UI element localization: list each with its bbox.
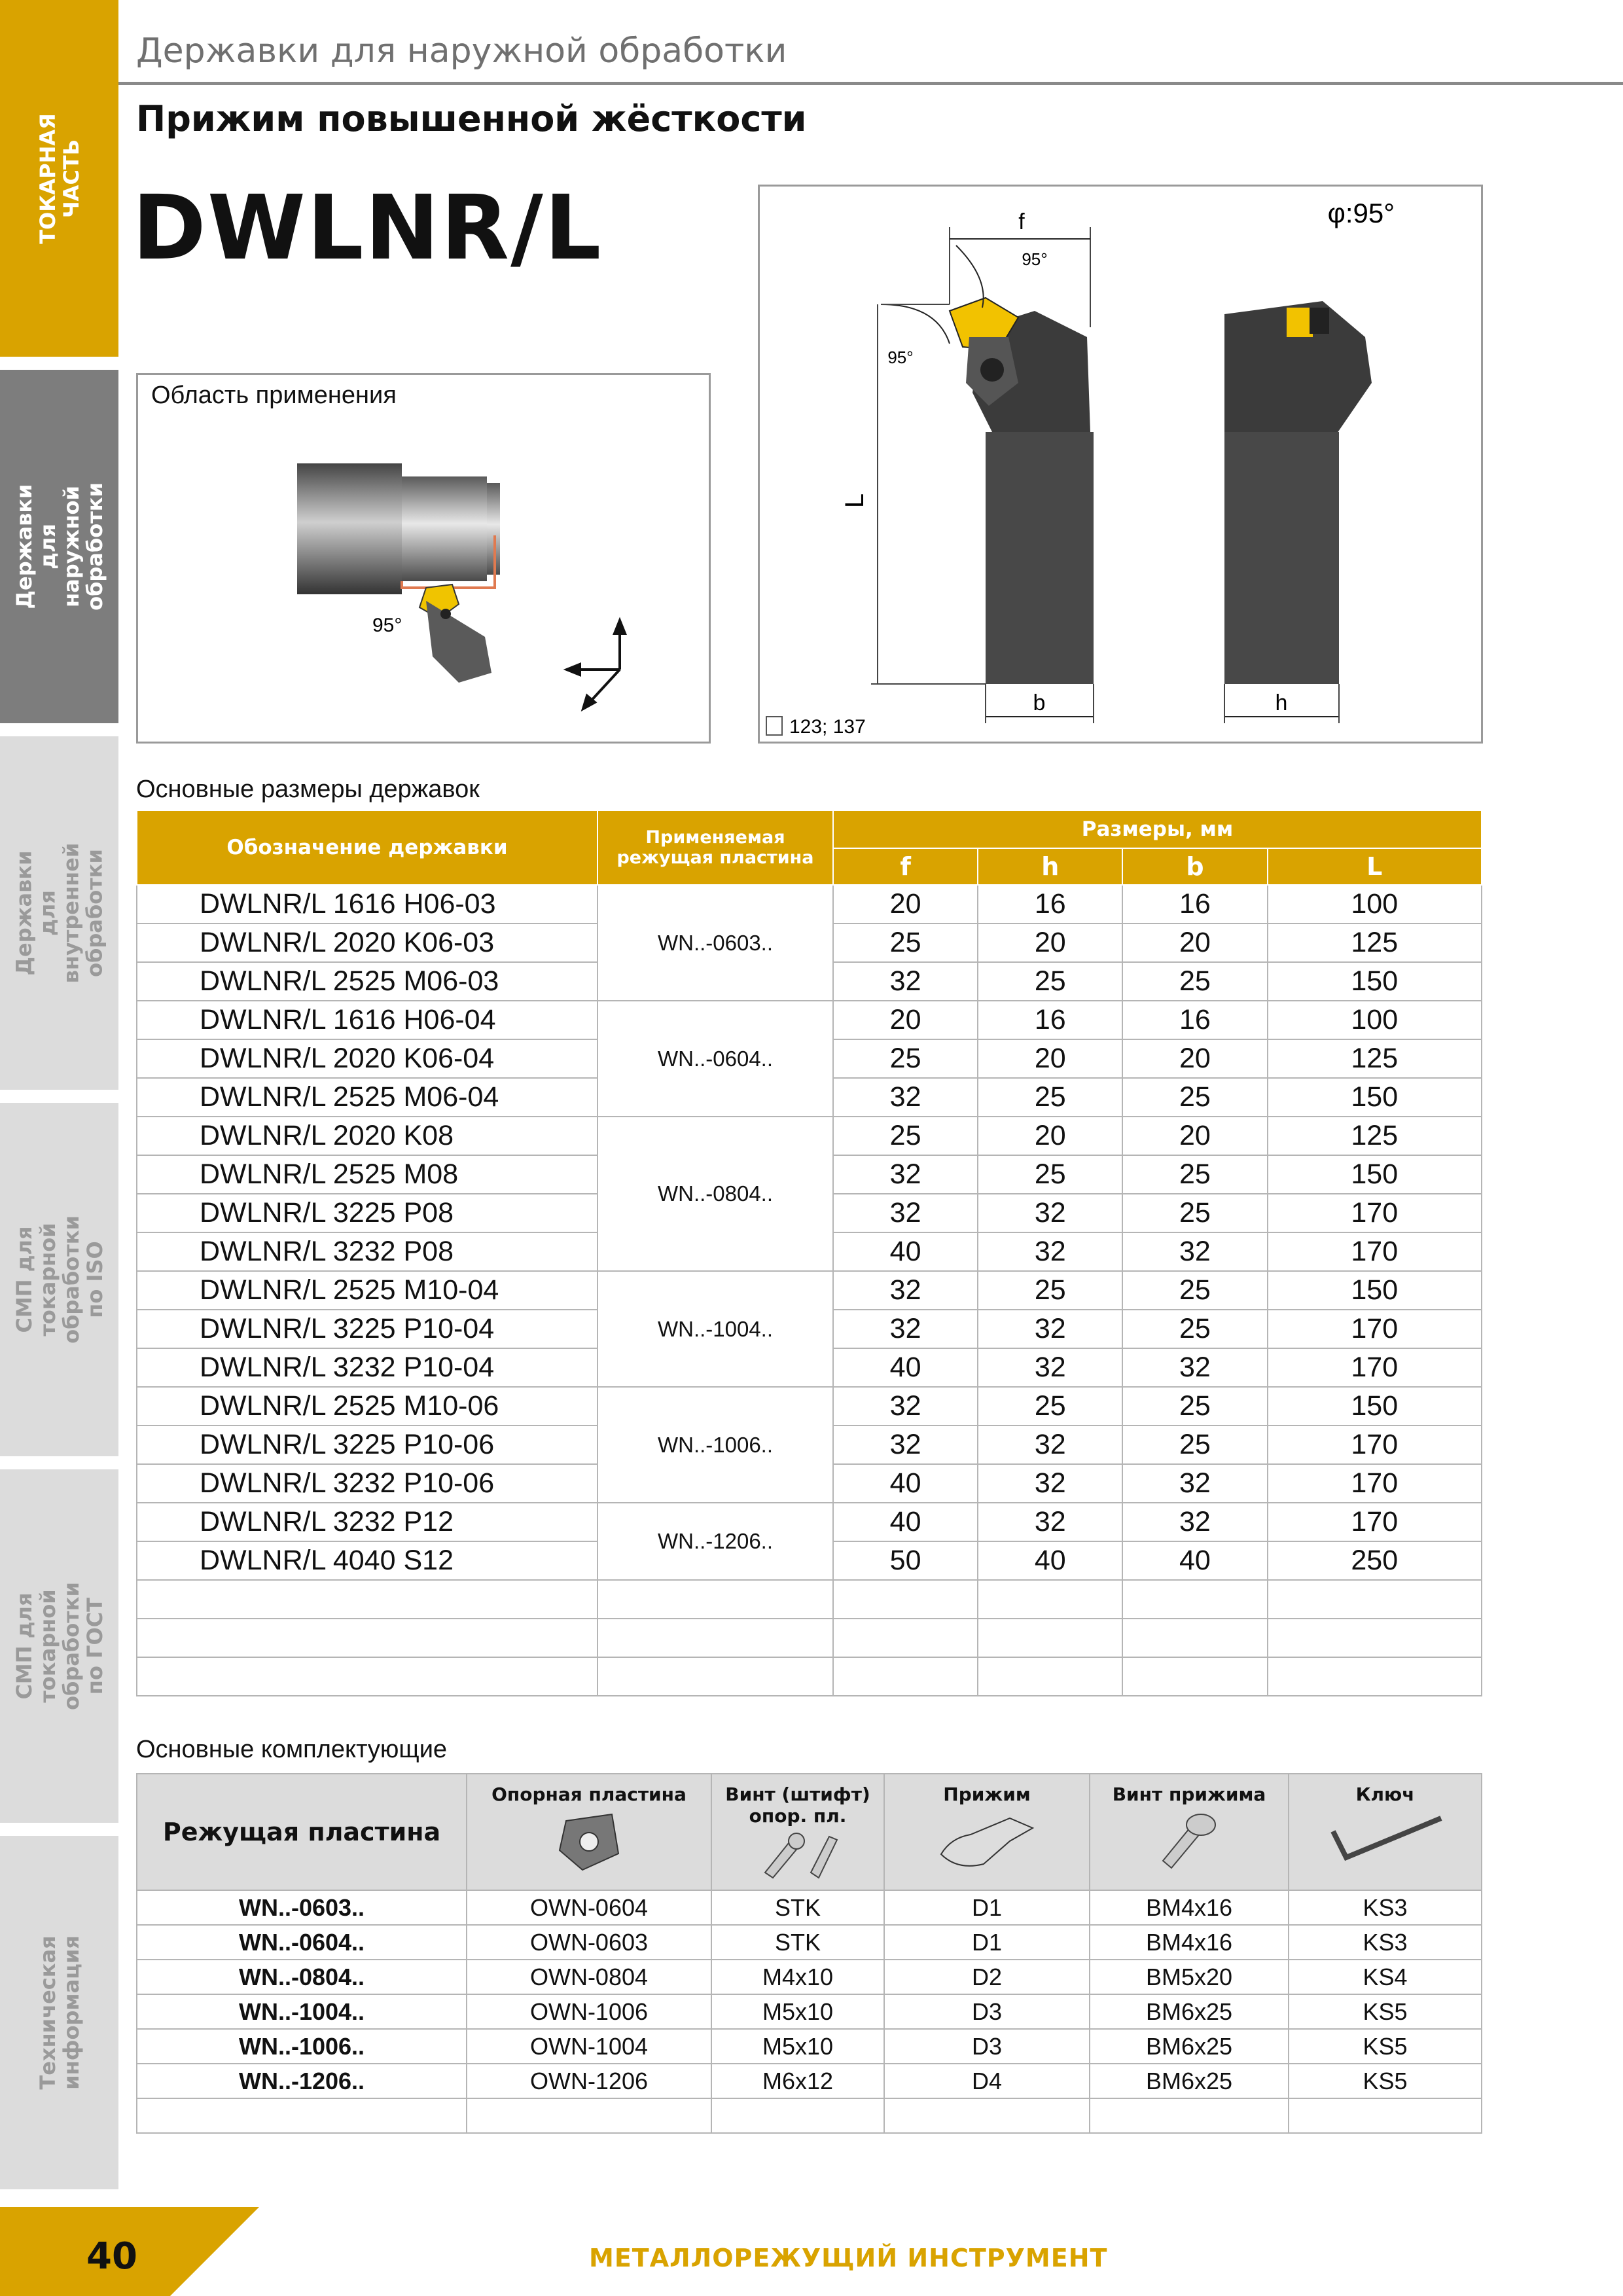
empty-cell — [137, 1619, 597, 1657]
shim-cell: OWN-1206 — [467, 2064, 711, 2098]
sidebar-tab-label: Державки для наружной обработки — [11, 482, 107, 611]
sidebar-tab-technical-info[interactable] — [0, 1836, 118, 2189]
screw-icon — [752, 1827, 844, 1879]
sidebar-tab-label: Державки для внутренней обработки — [11, 842, 107, 984]
hex-key-icon — [1320, 1805, 1451, 1871]
insert-code-cell: WN..-0804.. — [137, 1960, 467, 1994]
table-row — [137, 2029, 1482, 2064]
dim-b-cell: 25 — [1122, 1271, 1267, 1310]
holder-code-cell: DWLNR/L 2525 M06-03 — [137, 962, 597, 1001]
sidebar-tab-label: СМП для токарной обработки по ГОСТ — [11, 1582, 107, 1710]
holder-code-cell: DWLNR/L 2020 K08 — [137, 1117, 597, 1155]
sidebar-tab-external-holders[interactable] — [0, 370, 118, 723]
acc-table-title: Основные комплектующие — [136, 1736, 448, 1763]
insert-cell: WN..-0603.. — [597, 885, 833, 1001]
insert-cell: WN..-0804.. — [597, 1117, 833, 1271]
empty-cell — [833, 1619, 978, 1657]
dim-f-cell: 50 — [833, 1541, 978, 1580]
dim-b-cell: 20 — [1122, 1039, 1267, 1078]
holder-code-cell: DWLNR/L 3225 P10-06 — [137, 1426, 597, 1464]
table-row — [137, 1117, 1482, 1155]
clamp-cell: D1 — [884, 1890, 1090, 1925]
empty-cell — [137, 1657, 597, 1696]
sidebar-tab-iso-inserts[interactable] — [0, 1103, 118, 1456]
insert-code-cell: WN..-1206.. — [137, 2064, 467, 2098]
dim-h-cell: 32 — [978, 1310, 1122, 1348]
dim-b-cell: 32 — [1122, 1232, 1267, 1271]
empty-row — [137, 1619, 1482, 1657]
empty-row — [137, 2098, 1482, 2133]
dim-L-cell: 170 — [1268, 1310, 1482, 1348]
empty-cell — [467, 2098, 711, 2133]
table-row — [137, 1925, 1482, 1960]
table-row — [137, 1890, 1482, 1925]
dim-L-cell: 170 — [1268, 1426, 1482, 1464]
dim-h-cell: 25 — [978, 1271, 1122, 1310]
empty-cell — [884, 2098, 1090, 2133]
col-L: L — [1268, 848, 1482, 885]
col-holder-code: Обозначение державки — [137, 810, 597, 885]
empty-cell — [137, 2098, 467, 2133]
clamp-screw-cell: BM5x20 — [1090, 1960, 1289, 1994]
holder-code-cell: DWLNR/L 2525 M10-04 — [137, 1271, 597, 1310]
drawing-panel — [758, 185, 1483, 744]
dim-f-cell: 20 — [833, 1001, 978, 1039]
table-row — [137, 1387, 1482, 1426]
dim-f-cell: 32 — [833, 1426, 978, 1464]
dim-h-cell: 20 — [978, 924, 1122, 962]
document-icon — [766, 717, 782, 735]
accessories-table — [136, 1773, 1482, 2134]
dim-b-cell: 25 — [1122, 1155, 1267, 1194]
holder-code-cell: DWLNR/L 3232 P08 — [137, 1232, 597, 1271]
sidebar-tab-label: ТОКАРНАЯ ЧАСТЬ — [35, 113, 84, 244]
shim-screw-cell: M6x12 — [711, 2064, 884, 2098]
dim-f-cell: 32 — [833, 1271, 978, 1310]
dim-f-cell: 40 — [833, 1348, 978, 1387]
key-cell: KS5 — [1289, 2029, 1482, 2064]
sidebar-tab-internal-holders[interactable] — [0, 736, 118, 1090]
axes-icon — [567, 620, 625, 709]
empty-cell — [978, 1580, 1122, 1619]
table-row — [137, 1503, 1482, 1541]
approach-angle-label: φ:95° — [1327, 198, 1395, 228]
shim-screw-cell: M5x10 — [711, 2029, 884, 2064]
col-h: h — [978, 848, 1122, 885]
sidebar-tab-gost-inserts[interactable] — [0, 1469, 118, 1823]
workpiece-chuck-part — [297, 463, 402, 594]
insert-code-cell: WN..-1006.. — [137, 2029, 467, 2064]
col-dimensions: Размеры, мм — [833, 810, 1482, 848]
section-title: Державки для наружной обработки — [136, 31, 787, 71]
empty-row — [137, 1657, 1482, 1696]
col-shim-label: Опорная пластина — [491, 1784, 687, 1805]
svg-text:f: f — [1018, 209, 1025, 234]
dim-b-cell: 25 — [1122, 962, 1267, 1001]
dim-L-cell: 170 — [1268, 1503, 1482, 1541]
sidebar-tab-label: Техническая информация — [35, 1935, 84, 2090]
catalog-reference: 123; 137 — [789, 716, 866, 738]
col-clamp-screw-label: Винт прижима — [1112, 1784, 1266, 1805]
svg-text:h: h — [1275, 691, 1288, 715]
col-key-label: Ключ — [1355, 1784, 1415, 1805]
dim-L-cell: 150 — [1268, 1155, 1482, 1194]
key-cell: KS3 — [1289, 1925, 1482, 1960]
empty-cell — [833, 1657, 978, 1696]
dim-h-cell: 25 — [978, 1387, 1122, 1426]
dim-L-cell: 125 — [1268, 1039, 1482, 1078]
dim-b-cell: 32 — [1122, 1464, 1267, 1503]
dim-b-cell: 16 — [1122, 885, 1267, 924]
page-number: 40 — [86, 2235, 137, 2278]
dim-L-cell: 250 — [1268, 1541, 1482, 1580]
dim-L-cell: 150 — [1268, 1078, 1482, 1117]
empty-cell — [978, 1619, 1122, 1657]
dim-f-cell: 25 — [833, 924, 978, 962]
main-table-title: Основные размеры державок — [136, 776, 480, 803]
holder-code-cell: DWLNR/L 1616 H06-04 — [137, 1001, 597, 1039]
col-clamp — [884, 1774, 1090, 1890]
application-illustration — [138, 375, 709, 742]
table-row — [137, 1960, 1482, 1994]
application-panel — [136, 373, 711, 744]
empty-cell — [1122, 1619, 1267, 1657]
clamp-cell: D3 — [884, 2029, 1090, 2064]
dim-L-cell: 150 — [1268, 1387, 1482, 1426]
empty-cell — [1268, 1580, 1482, 1619]
dim-b-cell: 25 — [1122, 1387, 1267, 1426]
workpiece-part — [402, 476, 487, 581]
dim-f-cell: 32 — [833, 1194, 978, 1232]
empty-cell — [1090, 2098, 1289, 2133]
clamp-screw-icon — [1143, 1805, 1235, 1871]
dim-h-cell: 16 — [978, 1001, 1122, 1039]
clamp-screw-cell: BM4x16 — [1090, 1890, 1289, 1925]
col-clamp-label: Прижим — [943, 1784, 1031, 1805]
holder-code-cell: DWLNR/L 1616 H06-03 — [137, 885, 597, 924]
shim-icon — [553, 1808, 625, 1873]
dim-f-cell: 32 — [833, 1078, 978, 1117]
holder-code-cell: DWLNR/L 2020 K06-04 — [137, 1039, 597, 1078]
clamp-screw-cell: BM6x25 — [1090, 2064, 1289, 2098]
holder-code-cell: DWLNR/L 3232 P10-04 — [137, 1348, 597, 1387]
key-cell: KS5 — [1289, 2064, 1482, 2098]
empty-row — [137, 1580, 1482, 1619]
clamp-cell: D4 — [884, 2064, 1090, 2098]
holder-code-cell: DWLNR/L 2525 M06-04 — [137, 1078, 597, 1117]
dim-b-cell: 20 — [1122, 1117, 1267, 1155]
holder-code-cell: DWLNR/L 3232 P12 — [137, 1503, 597, 1541]
col-f: f — [833, 848, 978, 885]
clamp-cell: D2 — [884, 1960, 1090, 1994]
dim-h-cell: 32 — [978, 1464, 1122, 1503]
empty-cell — [597, 1580, 833, 1619]
dim-L-cell: 100 — [1268, 885, 1482, 924]
key-cell: KS5 — [1289, 1994, 1482, 2029]
dim-b-cell: 32 — [1122, 1348, 1267, 1387]
sidebar-tab-turning[interactable] — [0, 0, 118, 357]
dim-L-cell: 150 — [1268, 1271, 1482, 1310]
dim-L-cell: 125 — [1268, 1117, 1482, 1155]
dim-h-cell: 32 — [978, 1426, 1122, 1464]
col-shim — [467, 1774, 711, 1890]
shim-cell: OWN-0604 — [467, 1890, 711, 1925]
holder-shank-left — [986, 432, 1094, 684]
dim-h-cell: 16 — [978, 885, 1122, 924]
dim-f-cell: 20 — [833, 885, 978, 924]
insert-cell: WN..-0604.. — [597, 1001, 833, 1117]
dim-f-cell: 40 — [833, 1232, 978, 1271]
dim-b-cell: 25 — [1122, 1310, 1267, 1348]
shim-cell: OWN-0804 — [467, 1960, 711, 1994]
dim-f-cell: 32 — [833, 1387, 978, 1426]
footer-brand: МЕТАЛЛОРЕЖУЩИЙ ИНСТРУМЕНТ — [589, 2244, 1108, 2272]
dim-h-cell: 25 — [978, 1078, 1122, 1117]
dim-h-cell: 25 — [978, 962, 1122, 1001]
empty-cell — [1268, 1619, 1482, 1657]
col-shim-screw — [711, 1774, 884, 1890]
dim-f-cell: 32 — [833, 1310, 978, 1348]
shim-screw-cell: STK — [711, 1925, 884, 1960]
clamp-screw-cell: BM6x25 — [1090, 1994, 1289, 2029]
holder-code-cell: DWLNR/L 2525 M10-06 — [137, 1387, 597, 1426]
col-key — [1289, 1774, 1482, 1890]
clamp-cell: D1 — [884, 1925, 1090, 1960]
dim-b-cell: 40 — [1122, 1541, 1267, 1580]
dim-f-cell: 32 — [833, 962, 978, 1001]
shim-screw-cell: STK — [711, 1890, 884, 1925]
empty-cell — [597, 1619, 833, 1657]
dim-h-cell: 20 — [978, 1117, 1122, 1155]
dim-L-cell: 170 — [1268, 1464, 1482, 1503]
shim-screw-cell: M4x10 — [711, 1960, 884, 1994]
table-row — [137, 1271, 1482, 1310]
shim-cell: OWN-1006 — [467, 1994, 711, 2029]
svg-text:95°: 95° — [887, 348, 914, 367]
dim-f-cell: 32 — [833, 1155, 978, 1194]
insert-code-cell: WN..-1004.. — [137, 1994, 467, 2029]
table-row — [137, 885, 1482, 924]
dim-L-cell: 170 — [1268, 1194, 1482, 1232]
holder-code-cell: DWLNR/L 4040 S12 — [137, 1541, 597, 1580]
dim-b-cell: 25 — [1122, 1194, 1267, 1232]
dim-h-cell: 32 — [978, 1503, 1122, 1541]
application-angle: 95° — [372, 615, 402, 636]
svg-text:b: b — [1033, 691, 1046, 715]
dim-L-cell: 150 — [1268, 962, 1482, 1001]
dim-h-cell: 40 — [978, 1541, 1122, 1580]
dim-b-cell: 20 — [1122, 924, 1267, 962]
col-cutting-insert: Режущая пластина — [137, 1774, 467, 1890]
header-divider — [118, 82, 1623, 85]
shim-cell: OWN-0603 — [467, 1925, 711, 1960]
empty-cell — [833, 1580, 978, 1619]
empty-cell — [711, 2098, 884, 2133]
key-cell: KS4 — [1289, 1960, 1482, 1994]
insert-cell: WN..-1004.. — [597, 1271, 833, 1387]
holder-head — [426, 601, 491, 683]
dim-b-cell: 32 — [1122, 1503, 1267, 1541]
dim-L-cell: 170 — [1268, 1348, 1482, 1387]
table-row — [137, 1994, 1482, 2029]
svg-text:95°: 95° — [1022, 249, 1048, 269]
dim-b-cell: 16 — [1122, 1001, 1267, 1039]
holder-shank-right — [1224, 432, 1339, 684]
insert-code-cell: WN..-0604.. — [137, 1925, 467, 1960]
shim-screw-cell: M5x10 — [711, 1994, 884, 2029]
page-subtitle: Прижим повышенной жёсткости — [136, 98, 807, 139]
dim-L-cell: 125 — [1268, 924, 1482, 962]
svg-text:L: L — [840, 493, 869, 509]
clamp-screw-cell: BM6x25 — [1090, 2029, 1289, 2064]
empty-cell — [1122, 1657, 1267, 1696]
empty-cell — [1122, 1580, 1267, 1619]
insert-cell: WN..-1206.. — [597, 1503, 833, 1580]
dim-b-cell: 25 — [1122, 1078, 1267, 1117]
dim-f-cell: 40 — [833, 1503, 978, 1541]
dim-h-cell: 32 — [978, 1348, 1122, 1387]
dim-h-cell: 32 — [978, 1194, 1122, 1232]
clamp-cell: D3 — [884, 1994, 1090, 2029]
holder-code-cell: DWLNR/L 3225 P10-04 — [137, 1310, 597, 1348]
empty-cell — [597, 1657, 833, 1696]
holder-drawing — [760, 187, 1481, 742]
col-shim-screw-label: Винт (штифт) опор. пл. — [725, 1784, 870, 1827]
dim-f-cell: 40 — [833, 1464, 978, 1503]
dim-L-cell: 170 — [1268, 1232, 1482, 1271]
col-b: b — [1122, 848, 1267, 885]
application-label: Область применения — [151, 382, 397, 409]
dim-h-cell: 32 — [978, 1232, 1122, 1271]
empty-cell — [1289, 2098, 1482, 2133]
shim-cell: OWN-1004 — [467, 2029, 711, 2064]
dim-f-cell: 25 — [833, 1039, 978, 1078]
dim-h-cell: 25 — [978, 1155, 1122, 1194]
holder-code-cell: DWLNR/L 2020 K06-03 — [137, 924, 597, 962]
dim-f-cell: 25 — [833, 1117, 978, 1155]
col-insert: Применяемая режущая пластина — [597, 810, 833, 885]
holder-dimensions-table — [136, 810, 1482, 1696]
dim-L-cell: 100 — [1268, 1001, 1482, 1039]
empty-cell — [137, 1580, 597, 1619]
sidebar-tab-label: СМП для токарной обработки по ISO — [11, 1215, 107, 1344]
dim-h-cell: 20 — [978, 1039, 1122, 1078]
table-row — [137, 2064, 1482, 2098]
dim-b-cell: 25 — [1122, 1426, 1267, 1464]
clamp-icon — [931, 1805, 1043, 1871]
product-code: DWLNR/L — [132, 177, 603, 280]
insert-code-cell: WN..-0603.. — [137, 1890, 467, 1925]
insert-cell: WN..-1006.. — [597, 1387, 833, 1503]
clamp-screw-cell: BM4x16 — [1090, 1925, 1289, 1960]
key-cell: KS3 — [1289, 1890, 1482, 1925]
empty-cell — [978, 1657, 1122, 1696]
holder-code-cell: DWLNR/L 3225 P08 — [137, 1194, 597, 1232]
col-clamp-screw — [1090, 1774, 1289, 1890]
holder-code-cell: DWLNR/L 2525 M08 — [137, 1155, 597, 1194]
empty-cell — [1268, 1657, 1482, 1696]
holder-code-cell: DWLNR/L 3232 P10-06 — [137, 1464, 597, 1503]
table-row — [137, 1001, 1482, 1039]
